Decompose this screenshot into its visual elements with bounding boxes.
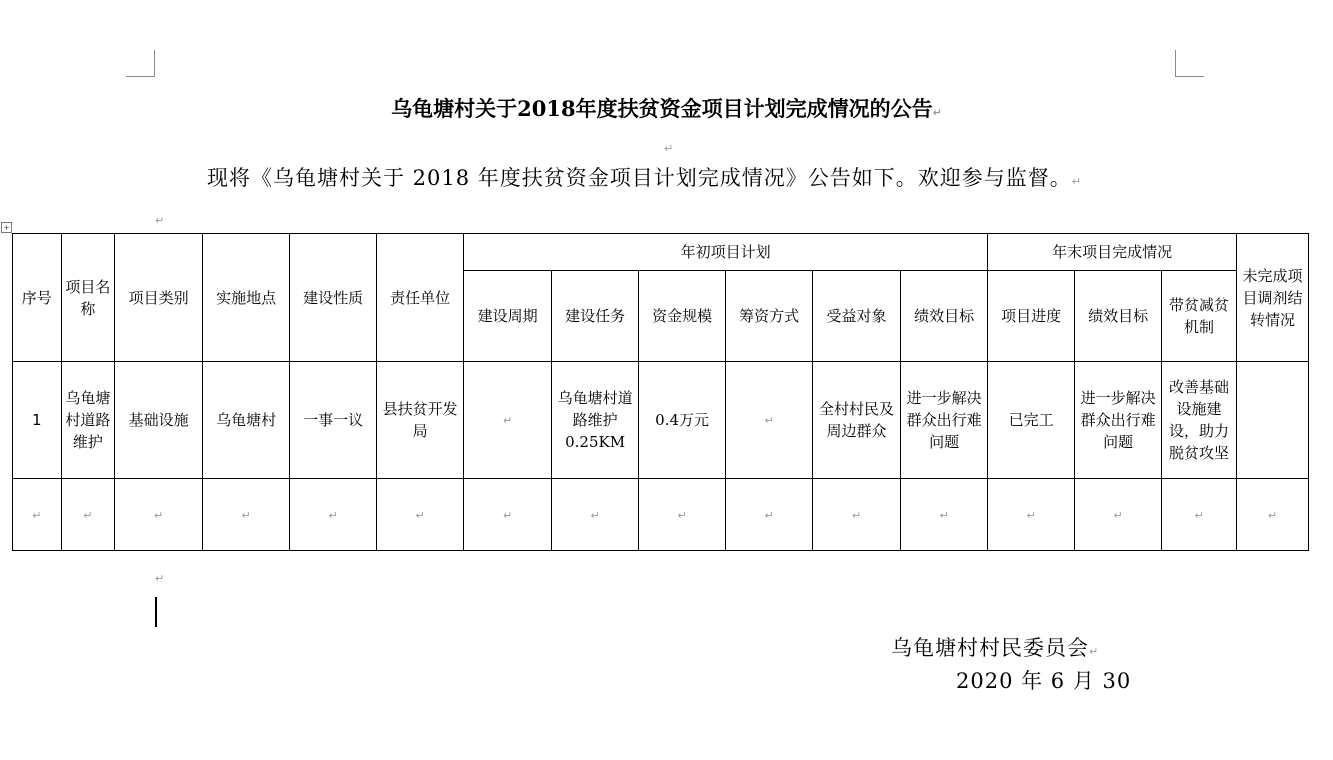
header-end-goal[interactable]: 绩效目标 <box>1075 271 1162 362</box>
cell-progress[interactable]: 已完工 <box>988 362 1075 479</box>
intro-paragraph[interactable] <box>207 162 1082 192</box>
empty-cell[interactable]: ↵ <box>726 479 813 551</box>
header-performance-goal[interactable]: 绩效目标 <box>901 271 988 362</box>
table-row <box>13 362 1309 479</box>
header-beneficiaries[interactable]: 受益对象 <box>813 271 901 362</box>
table-row-empty <box>13 479 1309 551</box>
crop-mark-top-left <box>126 50 155 77</box>
header-end-group[interactable]: 年末项目完成情况 <box>988 234 1237 271</box>
empty-cell[interactable]: ↵ <box>203 479 290 551</box>
empty-cell[interactable]: ↵ <box>639 479 726 551</box>
header-task[interactable]: 建设任务 <box>552 271 639 362</box>
paragraph-mark: ↵ <box>155 214 165 227</box>
header-nature[interactable]: 建设性质 <box>290 234 377 362</box>
header-category[interactable]: 项目类别 <box>115 234 203 362</box>
header-funding-method[interactable]: 筹资方式 <box>726 271 813 362</box>
crop-mark-top-right <box>1175 50 1204 77</box>
header-period[interactable]: 建设周期 <box>464 271 552 362</box>
cell-performance-goal[interactable]: 进一步解决群众出行难问题 <box>901 362 988 479</box>
cell-unit[interactable]: 县扶贫开发局 <box>377 362 464 479</box>
cell-beneficiaries[interactable]: 全村村民及周边群众 <box>813 362 901 479</box>
empty-cell[interactable]: ↵ <box>1075 479 1162 551</box>
empty-cell[interactable]: ↵ <box>115 479 203 551</box>
header-funds[interactable]: 资金规模 <box>639 271 726 362</box>
empty-cell[interactable]: ↵ <box>1237 479 1309 551</box>
paragraph-mark: ↵ <box>503 414 513 427</box>
empty-cell[interactable]: ↵ <box>988 479 1075 551</box>
cell-seq[interactable]: 1 <box>13 362 62 479</box>
paragraph-mark: ↵ <box>932 106 942 119</box>
cell-funds[interactable]: 0.4万元 <box>639 362 726 479</box>
empty-cell[interactable]: ↵ <box>13 479 62 551</box>
signature-org-text: 乌龟塘村村民委员会 <box>891 636 1089 660</box>
cell-project-name[interactable]: 乌龟塘村道路维护 <box>61 362 115 479</box>
cell-category[interactable]: 基础设施 <box>115 362 203 479</box>
text-cursor <box>155 597 157 627</box>
table-move-handle-icon[interactable]: + <box>1 222 12 233</box>
header-row-1 <box>13 234 1309 271</box>
cell-period[interactable] <box>464 362 552 479</box>
paragraph-mark: ↵ <box>764 414 774 427</box>
header-unfinished[interactable]: 未完成项目调剂结转情况 <box>1237 234 1309 362</box>
empty-cell[interactable]: ↵ <box>1162 479 1237 551</box>
intro-text: 现将《乌龟塘村关于 2018 年度扶贫资金项目计划完成情况》公告如下。欢迎参与监督。 <box>207 166 1072 190</box>
signature-org[interactable] <box>891 632 1099 662</box>
header-unit[interactable]: 责任单位 <box>377 234 464 362</box>
cell-poverty-mechanism[interactable]: 改善基础设施建设，助力脱贫攻坚 <box>1162 362 1237 479</box>
cell-end-goal[interactable]: 进一步解决群众出行难问题 <box>1075 362 1162 479</box>
paragraph-mark: ↵ <box>155 572 165 585</box>
funds-table <box>12 233 1309 551</box>
cell-unfinished[interactable] <box>1237 362 1309 479</box>
cell-funding-method[interactable] <box>726 362 813 479</box>
title-text: 乌龟塘村关于2018年度扶贫资金项目计划完成情况的公告 <box>391 96 933 121</box>
header-seq[interactable]: 序号 <box>13 234 62 362</box>
empty-cell[interactable]: ↵ <box>552 479 639 551</box>
empty-cell[interactable]: ↵ <box>61 479 115 551</box>
signature-date[interactable]: 2020 年 6 月 30 <box>956 669 1132 693</box>
empty-cell[interactable]: ↵ <box>290 479 377 551</box>
empty-cell[interactable]: ↵ <box>901 479 988 551</box>
paragraph-mark: ↵ <box>664 142 674 155</box>
empty-cell[interactable]: ↵ <box>813 479 901 551</box>
header-progress[interactable]: 项目进度 <box>988 271 1075 362</box>
paragraph-mark: ↵ <box>1089 645 1100 658</box>
empty-cell[interactable]: ↵ <box>464 479 552 551</box>
cell-location[interactable]: 乌龟塘村 <box>203 362 290 479</box>
cell-task[interactable]: 乌龟塘村道路维护0.25KM <box>552 362 639 479</box>
header-plan-group[interactable]: 年初项目计划 <box>464 234 988 271</box>
header-location[interactable]: 实施地点 <box>203 234 290 362</box>
empty-cell[interactable]: ↵ <box>377 479 464 551</box>
document-title[interactable] <box>0 93 1333 123</box>
header-poverty-mechanism[interactable]: 带贫减贫机制 <box>1162 271 1237 362</box>
header-project-name[interactable]: 项目名称 <box>61 234 115 362</box>
cell-nature[interactable]: 一事一议 <box>290 362 377 479</box>
paragraph-mark: ↵ <box>1071 175 1083 188</box>
